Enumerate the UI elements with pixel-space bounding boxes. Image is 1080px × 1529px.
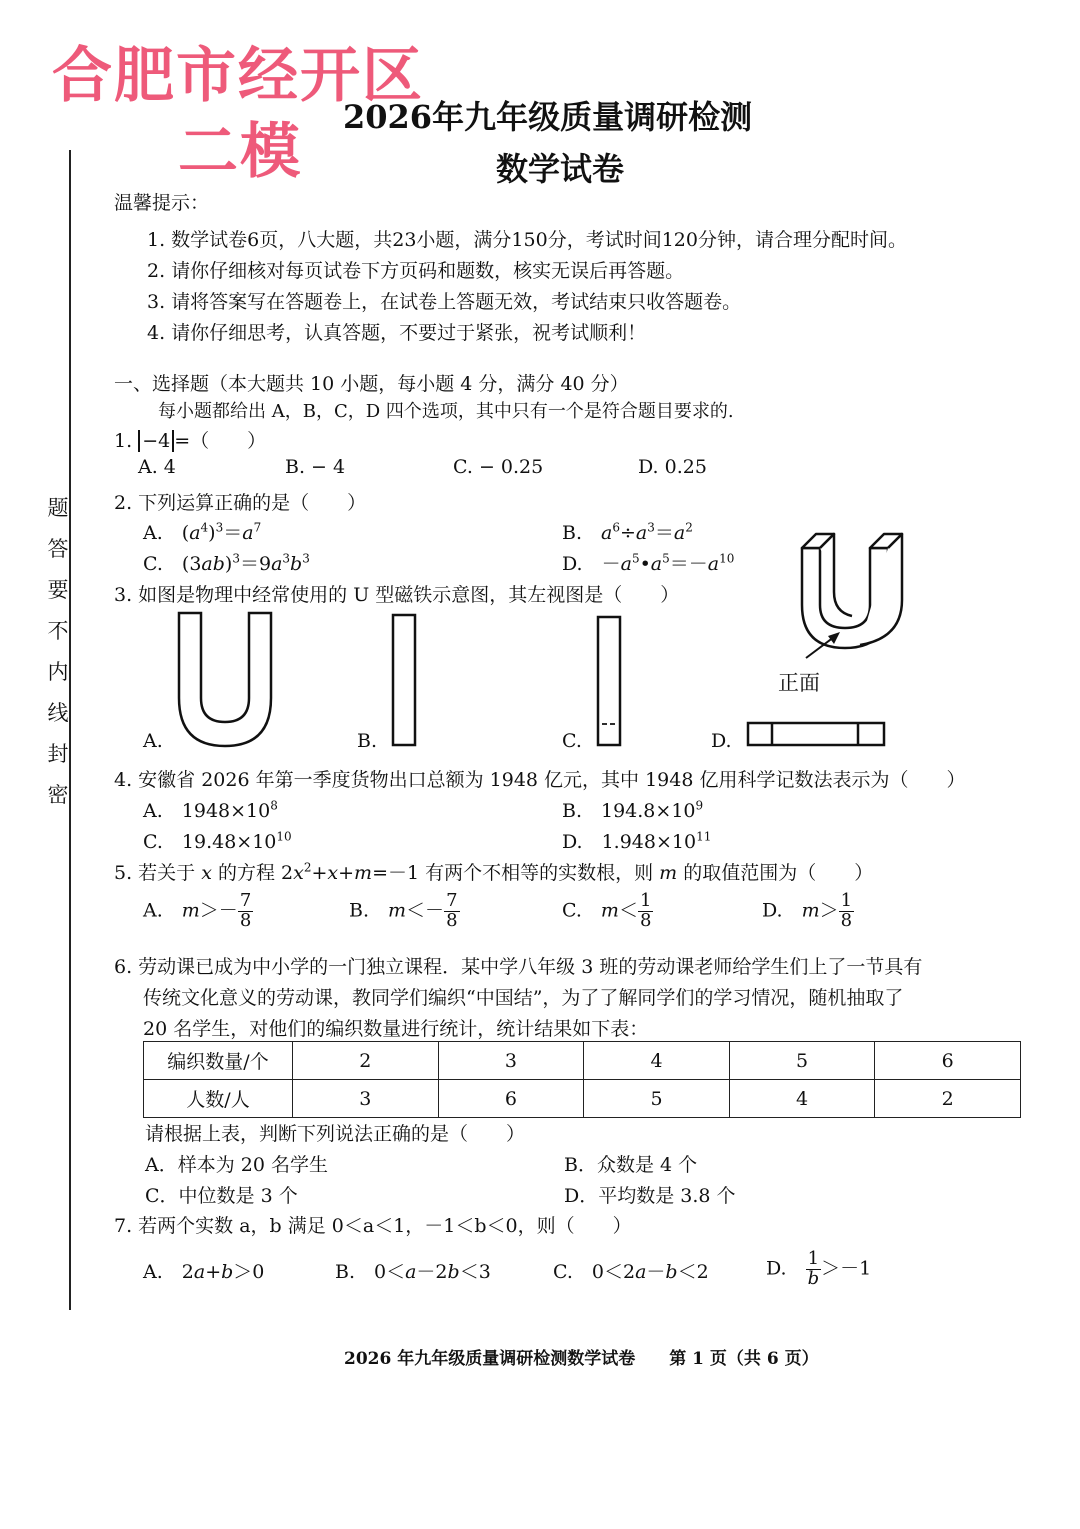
q3-option-c-rect [597,616,623,748]
tip-item: 2. 请你仔细核对每页试卷下方页码和题数，核实无误后再答题。 [147,260,685,282]
stats-table [143,1041,1021,1118]
q4-option-d: D. $1.948\times 10^{11}$ [562,829,712,853]
q3-option-c-label: C. [562,730,582,752]
question-4: 4. 安徽省 2026 年第一季度货物出口总额为 1948 亿元，其中 1948 亿用科学记数法表示为（ ） [114,769,966,791]
q2-option-d: D. $-a^5•a^5=-a^{10}$ [562,551,735,575]
q3-option-d-label: D. [711,730,732,752]
table-row: 编织数量/个 2 3 4 5 6 [144,1042,1021,1080]
q3-option-d-rect [747,722,887,748]
seal-text: 题 答 要 不 内 线 封 密 [47,496,69,807]
tips-heading: 温馨提示： [114,192,210,214]
exam-title: 2026年九年级质量调研检测 [343,98,753,136]
section-note: 每小题都给出 A，B，C，D 四个选项，其中只有一个是符合题目要求的. [158,401,734,422]
tip-item: 3. 请将答案写在答题卷上，在试卷上答题无效，考试结束只收答题卷。 [147,291,742,313]
q5-option-d: D. m＞ $\frac{1}{8}$ [762,890,853,931]
q4-option-a: A. $1948\times 10^8$ [143,798,278,822]
q4-option-b: B. $194.8\times 10^9$ [562,798,704,822]
question-7: 7. 若两个实数 a，b 满足 0＜a＜1，－1＜b＜0，则（ ） [114,1215,632,1237]
question-5: 5. 若关于 x 的方程 $2x^2+x+m=-1$ 有两个不相等的实数根，则 m 的取值范围为（ ） [114,860,874,884]
question-3: 3. 如图是物理中经常使用的 U 型磁铁示意图，其左视图是（ ） [114,584,680,606]
stamp-line1: 合肥市经开区 [52,41,424,111]
q3-option-b-label: B. [357,730,378,752]
section-heading: 一、选择题（本大题共 10 小题，每小题 4 分，满分 40 分） [114,373,629,395]
q5-option-b: B. m＜－ $\frac{7}{8}$ [349,890,458,931]
front-arrow [800,628,845,663]
question-2: 2. 下列运算正确的是（ ） [114,492,367,514]
q3-option-b-rect [392,614,418,748]
q5-option-a: A. m＞－ $\frac{7}{8}$ [143,890,252,931]
q3-option-a-label: A. [143,730,163,752]
q2-option-c: C. $(3ab)^3=9a^3b^3$ [143,551,310,575]
q6-option-c: C．中位数是 3 个 [145,1185,298,1207]
front-label: 正面 [778,671,820,695]
q1-option-b: B. − 4 [285,456,346,478]
q6-after-table: 请根据上表，判断下列说法正确的是（ ） [145,1123,526,1145]
q1-option-c: C. − 0.25 [453,456,544,478]
q1-option-d: D. 0.25 [638,456,707,478]
q3-option-a-u-shape [178,612,273,748]
question-6-line2: 传统文化意义的劳动课，教同学们编织“中国结”，为了了解同学们的学习情况，随机抽取了 [143,987,904,1009]
tip-item: 4. 请你仔细思考，认真答题，不要过于紧张，祝考试顺利！ [147,322,647,344]
q5-option-c: C. m＜ $\frac{1}{8}$ [562,890,652,931]
q7-option-b: B. 0＜a－2b＜3 [335,1261,491,1283]
page-footer: 2026 年九年级质量调研检测数学试卷 第 1 页（共 6 页） [344,1349,819,1369]
stamp-line2: 二模 [178,117,302,187]
q6-option-a: A．样本为 20 名学生 [145,1154,328,1176]
exam-subtitle: 数学试卷 [496,150,625,188]
q1-option-a: A. 4 [138,456,176,478]
q2-option-a: A. $(a^4)^3=a^7$ [143,520,262,544]
question-6-line3: 20 名学生，对他们的编织数量进行统计，统计结果如下表： [143,1018,649,1040]
question-1: 1. −4 =（ ） [114,430,267,452]
question-6-line1: 6. 劳动课已成为中小学的一门独立课程．某中学八年级 3 班的劳动课老师给学生们上了一节具有 [114,956,923,978]
q7-option-c: C. 0＜2a－b＜2 [553,1261,709,1283]
q6-option-d: D．平均数是 3.8 个 [564,1185,736,1207]
tip-item: 1. 数学试卷6页，八大题，共23小题，满分150分，考试时间120分钟，请合理分配时间。 [147,229,907,251]
q4-option-c: C. $19.48\times 10^{10}$ [143,829,292,853]
q7-option-a: A. 2a+b＞0 [143,1261,265,1283]
table-row: 人数/人 3 6 5 4 2 [144,1080,1021,1118]
q2-option-b: B. $a^6\div a^3=a^2$ [562,520,693,544]
q7-option-d: D. $\frac{1}{b}$ ＞－1 [766,1248,872,1289]
q6-option-b: B．众数是 4 个 [564,1154,698,1176]
